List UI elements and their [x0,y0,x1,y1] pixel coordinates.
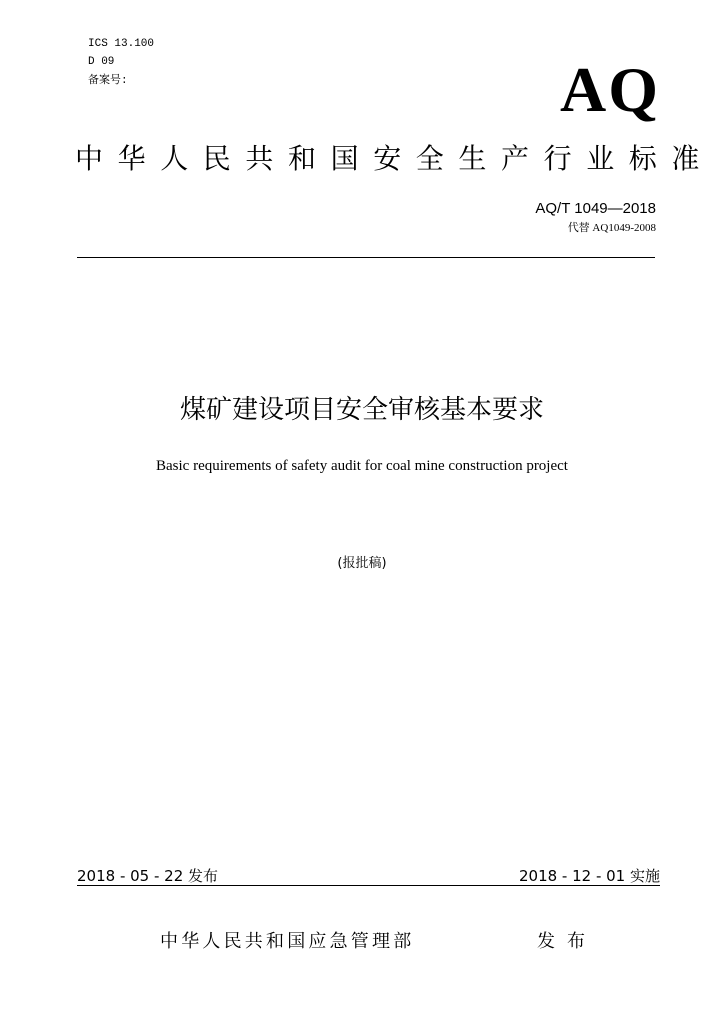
document-title-chinese: 煤矿建设项目安全审核基本要求 [179,395,544,425]
standard-number: AQ/T 1049—2018 [535,200,656,217]
issue-verb: 发布 [537,931,597,952]
issuing-authority: 中华人民共和国应急管理部 [160,931,415,952]
draft-status: (报批稿) [337,556,387,571]
replaced-standard: 代替 AQ1049-2008 [567,222,656,234]
header-divider [77,257,655,258]
aq-logo: AQ [560,54,660,125]
implementation-date: 2018 - 12 - 01 实施 [518,867,660,885]
footer-divider [77,885,660,886]
issue-date: 2018 - 05 - 22 发布 [77,867,219,885]
category-code: D 09 [88,56,115,68]
ics-code: ICS 13.100 [88,38,155,50]
record-number-label: 备案号: [88,75,128,87]
document-title-english: Basic requirements of safety audit for coal mine construction project [156,458,568,474]
industry-standard-name: 中华人民共和国安全生产行业标准 [75,142,715,175]
